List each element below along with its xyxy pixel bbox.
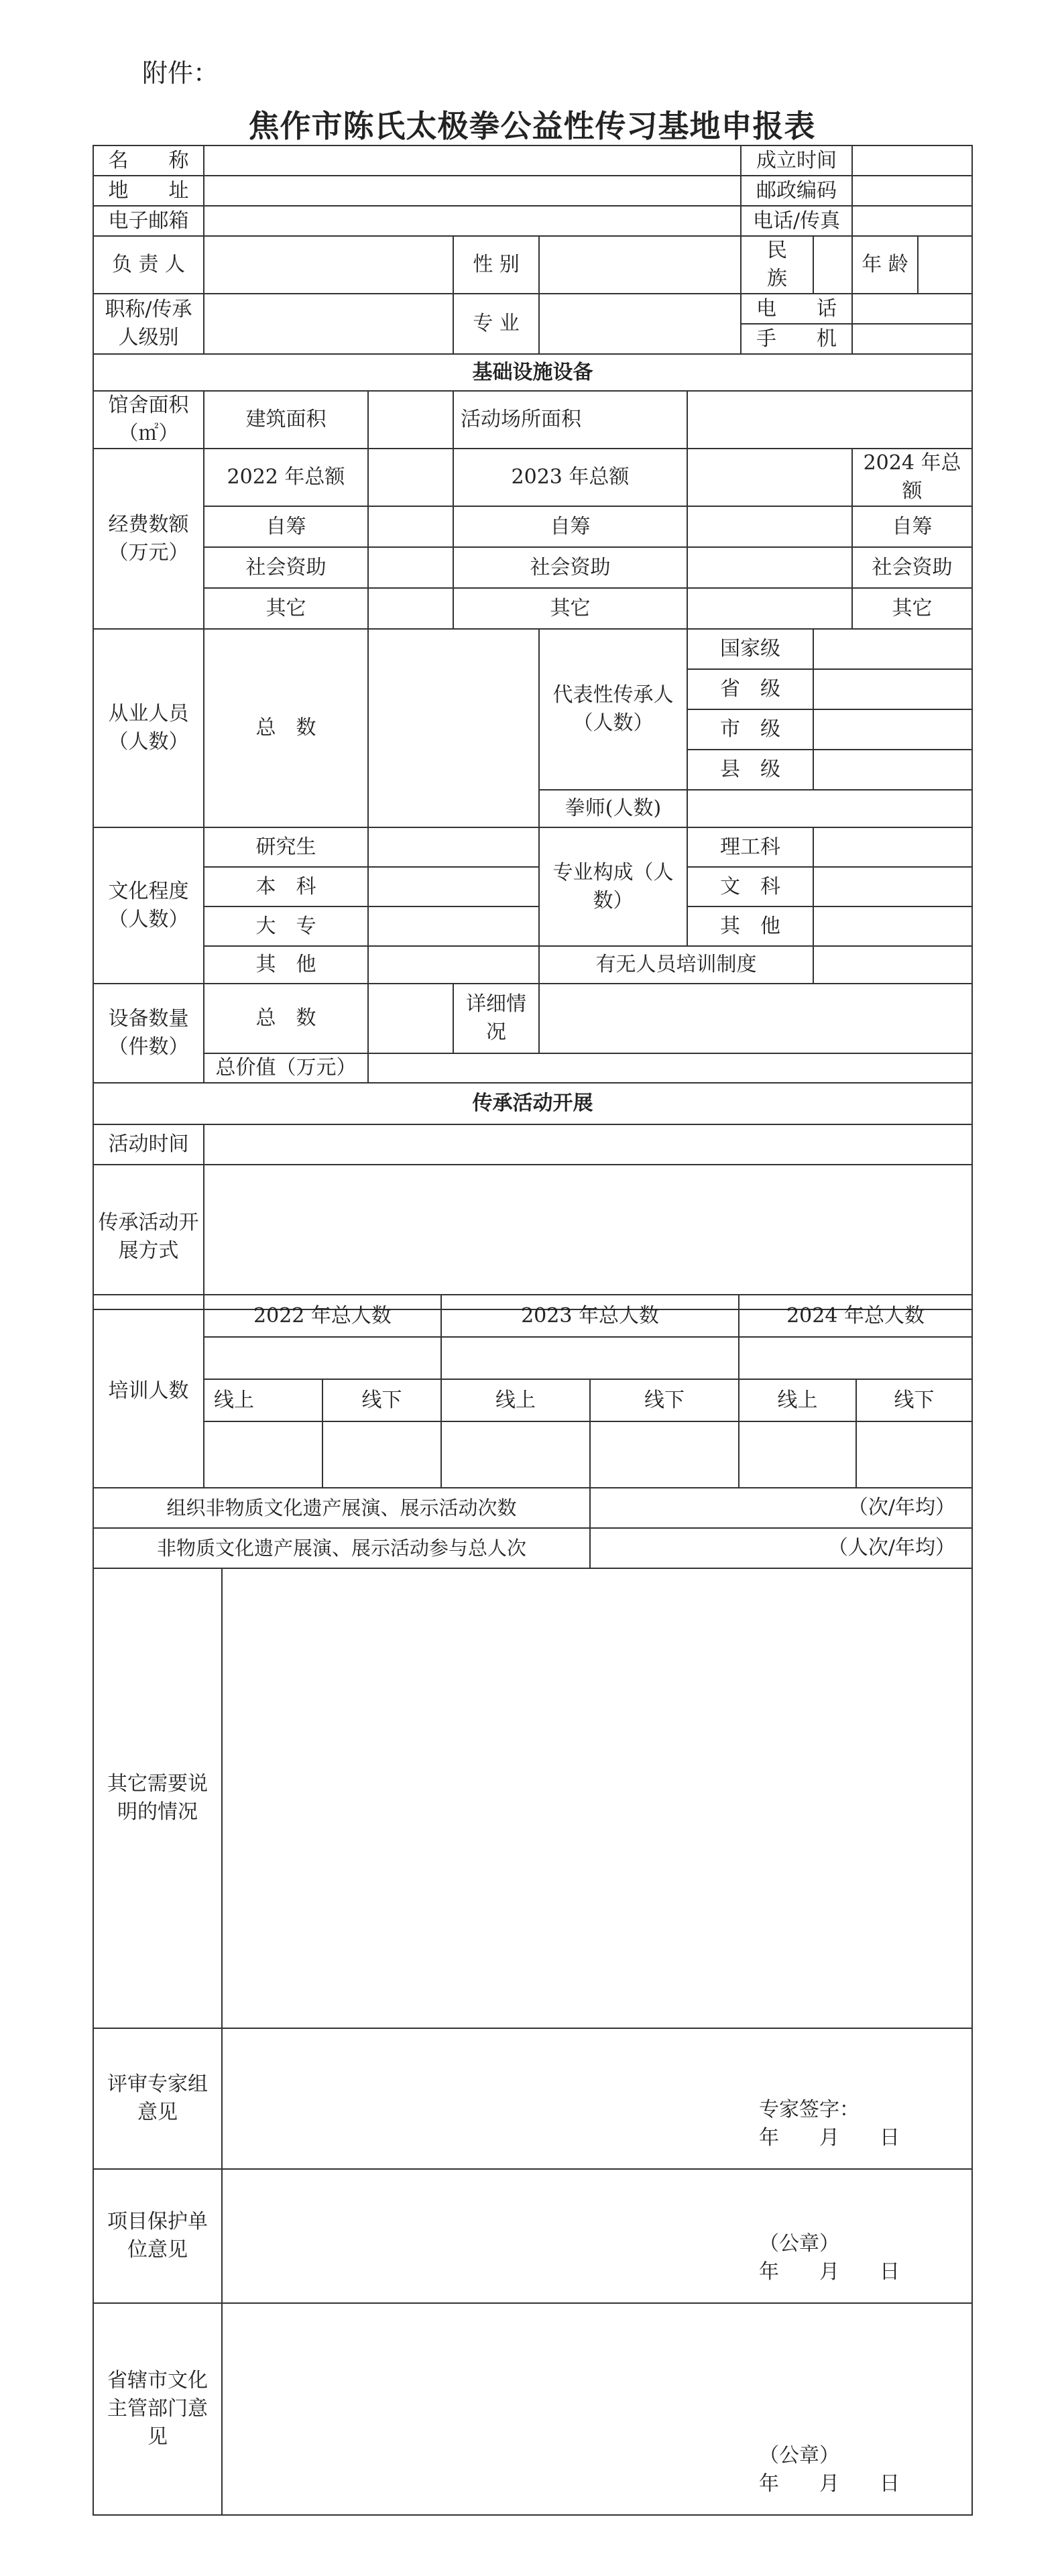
label-training-2024: 2024 年总人数 (739, 1295, 972, 1337)
label-bachelor: 本 科 (204, 867, 368, 906)
label-remarks: 其它需要说明的情况 (93, 1568, 222, 2028)
field-postcode[interactable] (852, 176, 972, 206)
label-staff-total: 总 数 (204, 629, 368, 827)
label-funds: 经费数额（万元） (93, 449, 204, 629)
field-tel[interactable] (852, 294, 972, 324)
field-training-system[interactable] (813, 946, 972, 984)
label-equipment-detail: 详细情况 (453, 984, 539, 1053)
label-social-2024: 社会资助 (852, 547, 972, 588)
label-online-2024: 线上 (739, 1379, 856, 1421)
label-social-2023: 社会资助 (453, 547, 687, 588)
field-mobile[interactable] (852, 324, 972, 354)
expert-signature-label: 专家签字： (759, 2098, 860, 2121)
field-offline-2022[interactable] (322, 1421, 441, 1488)
field-other-major[interactable] (813, 906, 972, 946)
field-online-2022[interactable] (204, 1421, 322, 1488)
field-funds-2023[interactable] (687, 449, 852, 506)
label-activity-time: 活动时间 (93, 1124, 204, 1165)
label-title-level: 职称/传承人级别 (93, 294, 204, 354)
field-dept-opinion[interactable] (222, 2303, 972, 2515)
field-other-2022[interactable] (368, 588, 453, 629)
label-age: 年 龄 (852, 236, 918, 294)
field-major[interactable] (539, 294, 741, 354)
label-training-2023: 2023 年总人数 (441, 1295, 739, 1337)
field-online-2023[interactable] (441, 1421, 590, 1488)
field-self-2022[interactable] (368, 506, 453, 547)
label-college: 大 专 (204, 906, 368, 946)
field-other-2023[interactable] (687, 588, 852, 629)
field-training-2022[interactable] (204, 1337, 441, 1379)
label-venue-area: 馆舍面积（㎡） (93, 391, 204, 449)
field-social-2022[interactable] (368, 547, 453, 588)
label-county: 县 级 (687, 750, 813, 790)
field-training-2024[interactable] (739, 1337, 972, 1379)
field-phone-fax[interactable] (852, 206, 972, 236)
field-county[interactable] (813, 750, 972, 790)
field-activity-time[interactable] (204, 1124, 972, 1165)
label-address: 地 址 (93, 176, 204, 206)
field-activity-methods[interactable] (204, 1165, 972, 1309)
field-activity-area[interactable] (687, 391, 972, 449)
label-name: 名 称 (93, 145, 204, 176)
field-other-education[interactable] (368, 946, 539, 984)
field-person[interactable] (204, 236, 453, 294)
field-address[interactable] (204, 176, 741, 206)
label-rep-inheritors: 代表性传承人（人数） (539, 629, 687, 790)
field-funds-2022[interactable] (368, 449, 453, 506)
field-science[interactable] (813, 827, 972, 867)
section-activities: 传承活动开展 (93, 1083, 972, 1124)
label-dept-opinion: 省辖市文化主管部门意见 (93, 2303, 222, 2515)
field-offline-2024[interactable] (856, 1421, 972, 1488)
label-other-2022: 其它 (204, 588, 368, 629)
field-bachelor[interactable] (368, 867, 539, 906)
unit-seal-label: （公章） (759, 2232, 839, 2256)
field-email[interactable] (204, 206, 741, 236)
label-postcode: 邮政编码 (741, 176, 852, 206)
unit-date-label: 年 月 日 (759, 2260, 900, 2284)
field-title-level[interactable] (204, 294, 453, 354)
label-equipment: 设备数量（件数） (93, 984, 204, 1083)
label-province: 省 级 (687, 669, 813, 709)
label-offline-2022: 线下 (322, 1379, 441, 1421)
label-tel: 电 话 (741, 294, 852, 324)
label-mobile: 手 机 (741, 324, 852, 354)
label-other-education: 其 他 (204, 946, 368, 984)
field-founded[interactable] (852, 145, 972, 176)
label-online-2022: 线上 (204, 1379, 322, 1421)
field-show-people-unit[interactable]: （人次/年均） (590, 1528, 972, 1568)
label-funds-2022: 2022 年总额 (204, 449, 368, 506)
label-phone-fax: 电话/传真 (741, 206, 852, 236)
label-equipment-total: 总 数 (204, 984, 368, 1053)
form-title: 焦作市陈氏太极拳公益性传习基地申报表 (248, 108, 816, 144)
field-equipment-value[interactable] (368, 1053, 972, 1083)
label-training-system: 有无人员培训制度 (539, 946, 813, 984)
field-remarks[interactable] (222, 1568, 972, 2028)
label-unit-opinion: 项目保护单位意见 (93, 2169, 222, 2303)
label-funds-2023: 2023 年总额 (453, 449, 687, 506)
field-national[interactable] (813, 629, 972, 669)
field-building-area[interactable] (368, 391, 453, 449)
label-boxers: 拳师(人数) (539, 790, 687, 827)
field-graduate[interactable] (368, 827, 539, 867)
label-staff: 从业人员（人数） (93, 629, 204, 827)
field-boxers[interactable] (687, 790, 972, 827)
field-name[interactable] (204, 145, 741, 176)
field-online-2024[interactable] (739, 1421, 856, 1488)
label-self-2022: 自筹 (204, 506, 368, 547)
label-training: 培训人数 (93, 1295, 204, 1488)
label-funds-2024: 2024 年总额 (852, 449, 972, 506)
label-offline-2024: 线下 (856, 1379, 972, 1421)
field-college[interactable] (368, 906, 539, 946)
dept-date-label: 年 月 日 (759, 2472, 900, 2496)
attachment-label: 附件： (142, 58, 219, 88)
field-staff-total[interactable] (368, 629, 539, 827)
field-equipment-detail[interactable] (539, 984, 972, 1053)
label-email: 电子邮箱 (93, 206, 204, 236)
field-province[interactable] (813, 669, 972, 709)
field-age[interactable] (918, 236, 972, 294)
label-expert-opinion: 评审专家组意见 (93, 2028, 222, 2169)
field-arts[interactable] (813, 867, 972, 906)
field-show-count-unit[interactable]: （次/年均） (590, 1488, 972, 1528)
field-city[interactable] (813, 709, 972, 750)
label-activity-area: 活动场所面积 (453, 391, 687, 449)
label-building-area: 建筑面积 (204, 391, 368, 449)
label-founded: 成立时间 (741, 145, 852, 176)
field-training-2023[interactable] (441, 1337, 739, 1379)
label-show-people: 非物质文化遗产展演、展示活动参与总人次 (93, 1528, 590, 1568)
field-equipment-total[interactable] (368, 984, 453, 1053)
dept-seal-label: （公章） (759, 2444, 839, 2467)
label-social-2022: 社会资助 (204, 547, 368, 588)
label-online-2023: 线上 (441, 1379, 590, 1421)
field-gender[interactable] (539, 236, 741, 294)
label-self-2024: 自筹 (852, 506, 972, 547)
label-science: 理工科 (687, 827, 813, 867)
label-person: 负 责 人 (93, 236, 204, 294)
label-self-2023: 自筹 (453, 506, 687, 547)
label-major: 专 业 (453, 294, 539, 354)
label-ethnic: 民 族 (741, 236, 813, 294)
application-form-part2 (93, 1294, 973, 2516)
label-gender: 性 别 (453, 236, 539, 294)
field-self-2023[interactable] (687, 506, 852, 547)
field-unit-opinion[interactable] (222, 2169, 972, 2303)
label-training-2022: 2022 年总人数 (204, 1295, 441, 1337)
label-major-composition: 专业构成（人数） (539, 827, 687, 946)
label-equipment-value: 总价值（万元） (204, 1053, 368, 1083)
label-show-count: 组织非物质文化遗产展演、展示活动次数 (93, 1488, 590, 1528)
label-offline-2023: 线下 (590, 1379, 739, 1421)
label-other-2024: 其它 (852, 588, 972, 629)
expert-date-label: 年 月 日 (759, 2126, 900, 2150)
label-city: 市 级 (687, 709, 813, 750)
field-offline-2023[interactable] (590, 1421, 739, 1488)
label-graduate: 研究生 (204, 827, 368, 867)
label-other-2023: 其它 (453, 588, 687, 629)
label-national: 国家级 (687, 629, 813, 669)
section-facilities: 基础设施设备 (93, 354, 972, 391)
label-other-major: 其 他 (687, 906, 813, 946)
label-education: 文化程度（人数） (93, 827, 204, 984)
label-arts: 文 科 (687, 867, 813, 906)
field-social-2023[interactable] (687, 547, 852, 588)
label-activity-methods: 传承活动开展方式 (93, 1165, 204, 1309)
field-expert-opinion[interactable] (222, 2028, 972, 2169)
application-form-part1 (93, 145, 973, 1310)
